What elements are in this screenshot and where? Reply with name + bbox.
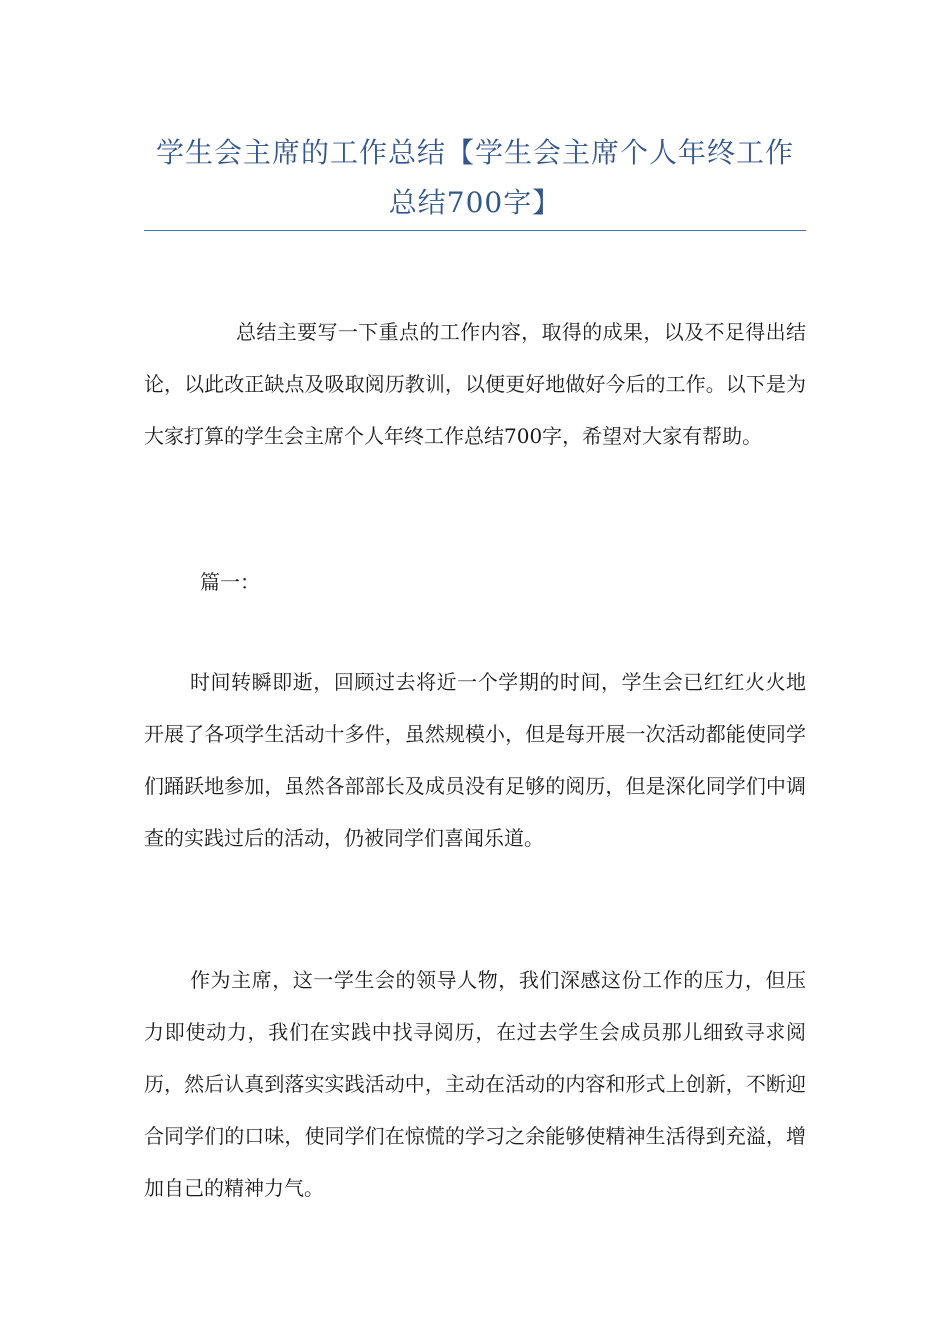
section-heading: 篇一： <box>200 570 260 594</box>
intro-paragraph: 总结主要写一下重点的工作内容，取得的成果，以及不足得出结论，以此改正缺点及吸取阅历教训，以便更好地做好今后的工作。以下是为大家打算的学生会主席个人年终工作总结700字，希望对大家有帮助。 <box>144 320 806 448</box>
body-paragraph-2: 作为主席，这一学生会的领导人物，我们深感这份工作的压力，但压力即使动力，我们在实践中找寻阅历，在过去学生会成员那儿细致寻求阅历，然后认真到落实实践活动中，主动在活动的内容和形式上创新，不断迎合同学们的口味，使同学们在惊慌的学习之余能够使精神生活得到充溢，增加自己的精神力气。 <box>144 968 806 1200</box>
title-underline <box>144 230 806 231</box>
document-title: 学生会主席的工作总结【学生会主席个人年终工作总结700字】 <box>155 136 794 219</box>
body-paragraph-1: 时间转瞬即逝，回顾过去将近一个学期的时间，学生会已红红火火地开展了各项学生活动十多件，虽然规模小，但是每开展一次活动都能使同学们踊跃地参加，虽然各部部长及成员没有足够的阅历，但是深化同学们中调查的实践过后的活动，仍被同学们喜闻乐道。 <box>144 670 806 850</box>
